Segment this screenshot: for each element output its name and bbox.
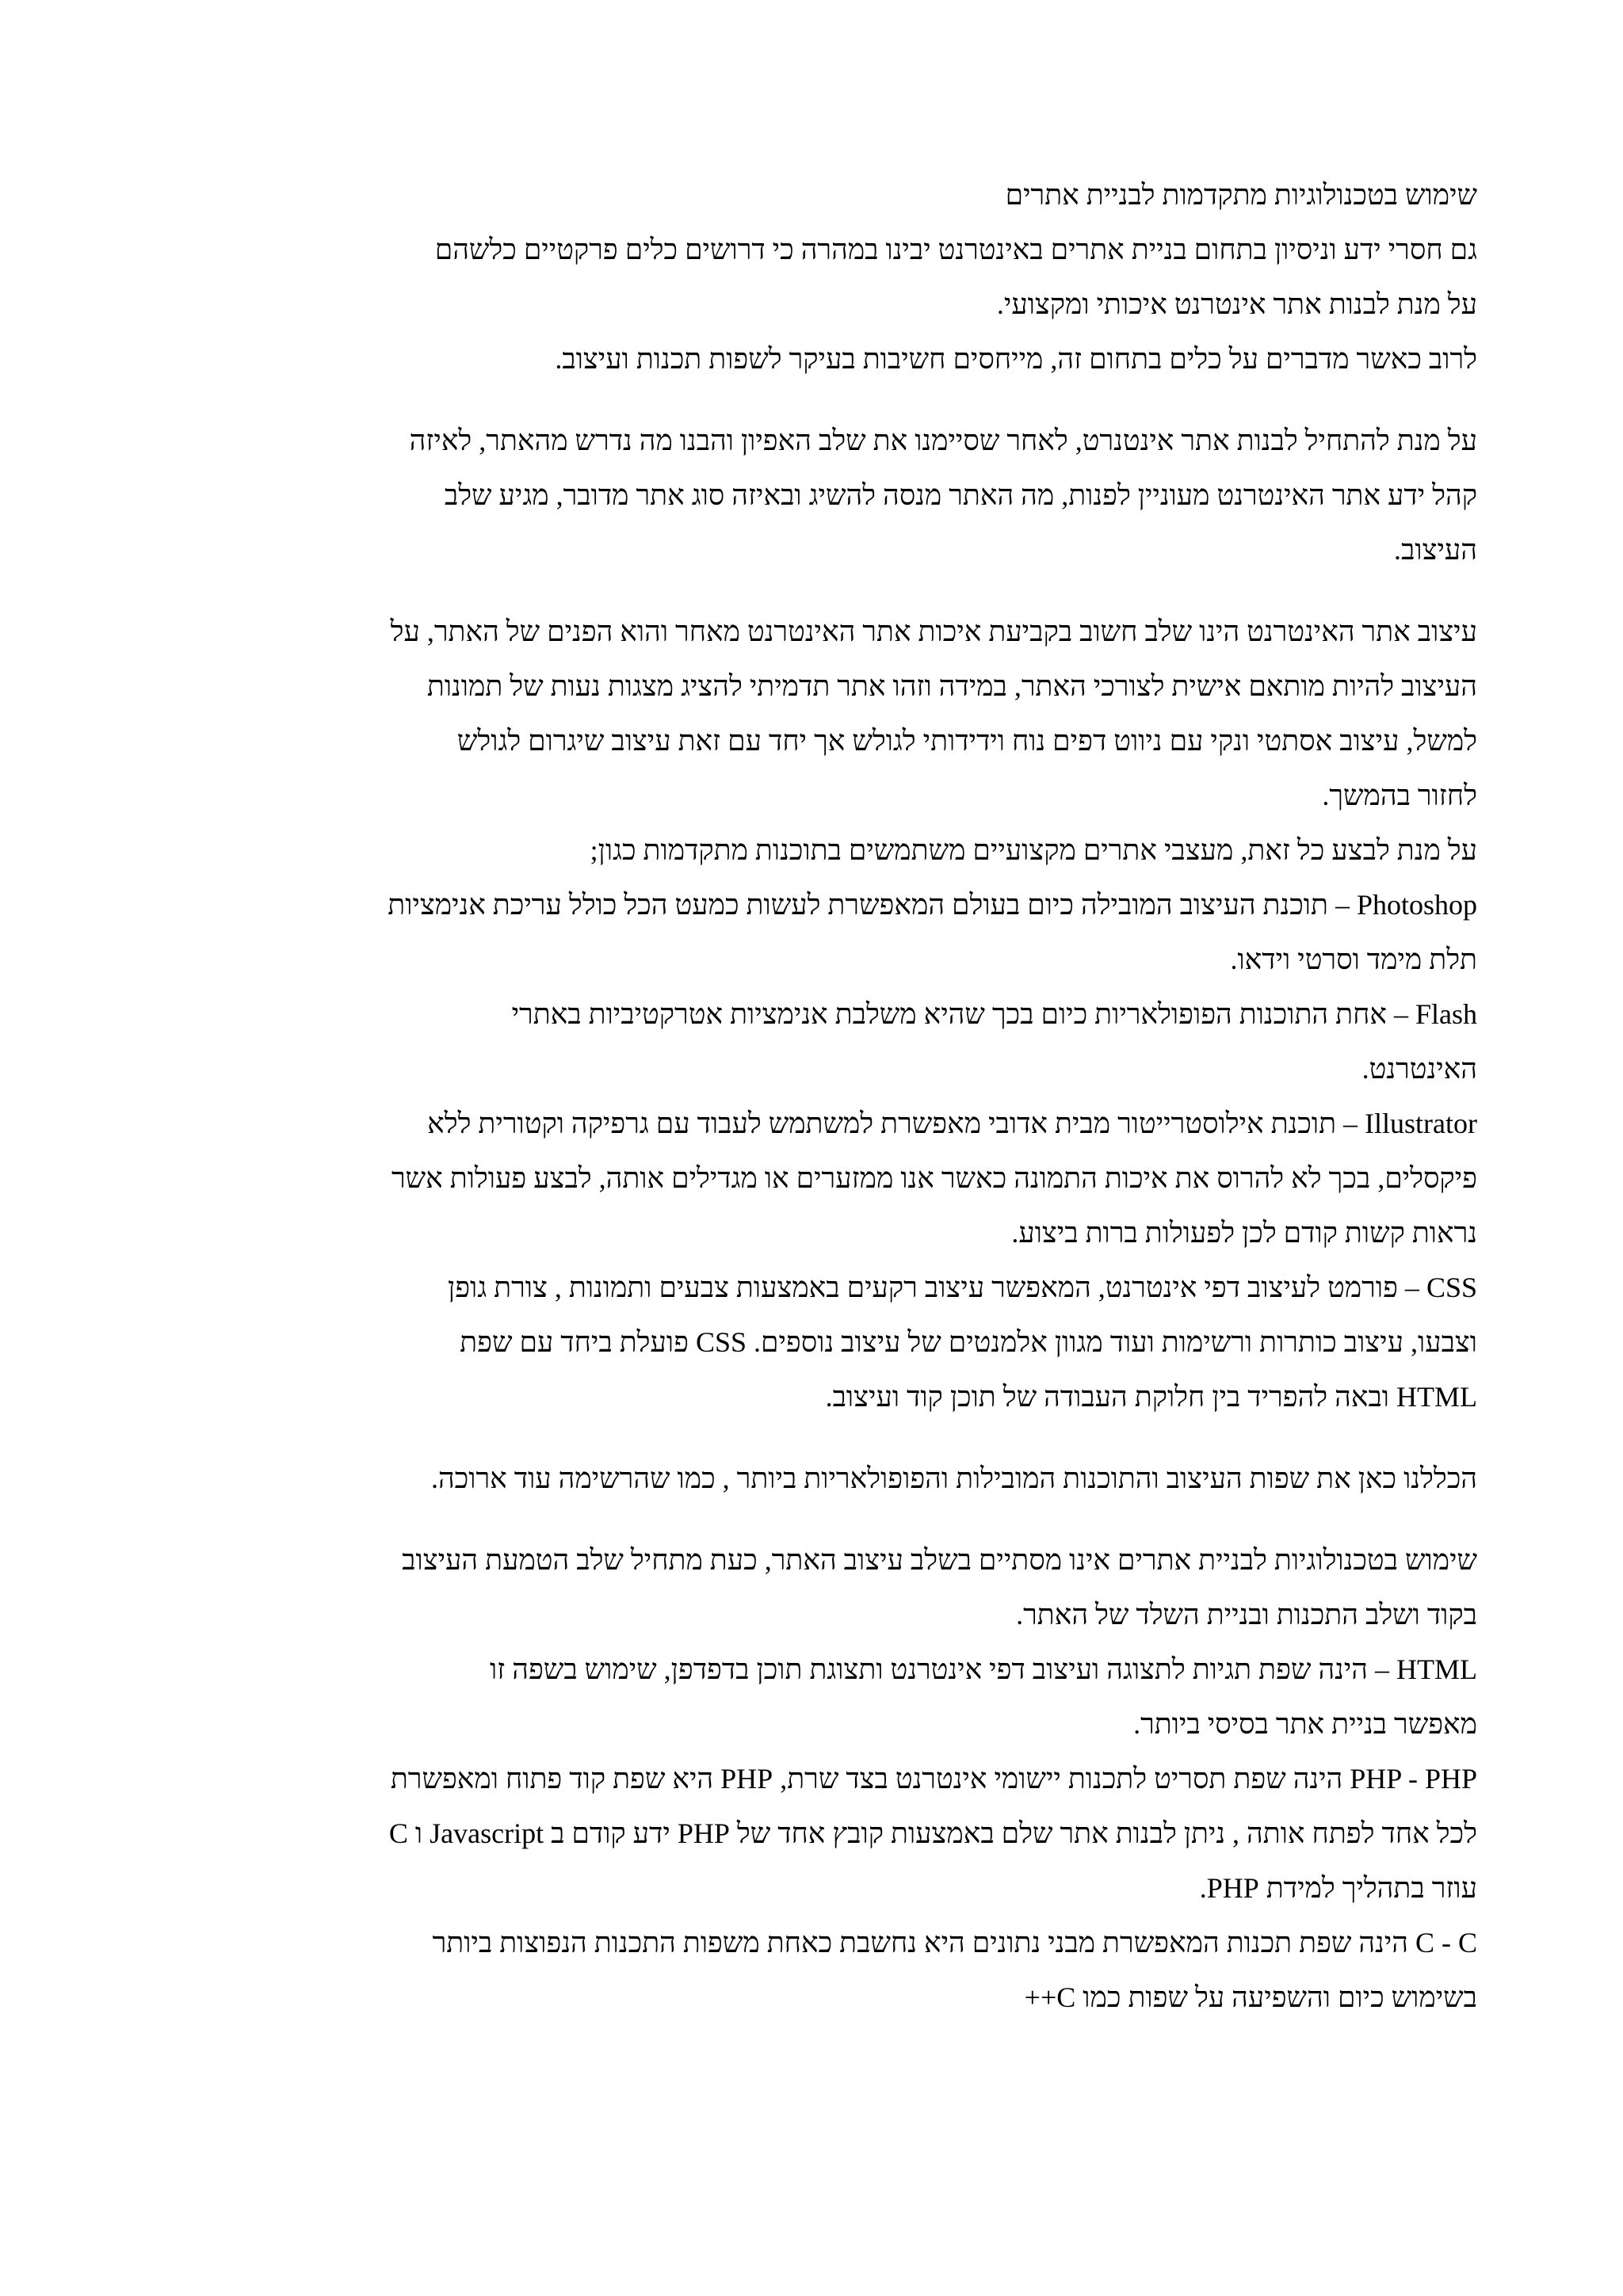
paragraph-2-line-3: העיצוב. (1394, 534, 1477, 566)
paragraph-3-line-3: למשל, עיצוב אסתטי ונקי עם ניווט דפים נוח וידידותי לגולש אך יחד עם זאת עיצוב שיגרום לגולש (456, 725, 1477, 757)
intro-line-1: גם חסרי ידע וניסיון בתחום בניית אתרים באינטרנט יבינו במהרה כי דרושים כלים פרקטיים כלשהם (434, 234, 1477, 265)
paragraph-3-line-1: עיצוב אתר האינטרנט הינו שלב חשוב בקביעת איכות אתר האינטרנט מאחר והוא הפנים של האתר, על (390, 616, 1477, 647)
php-line-1: PHP - PHP הינה שפת תסריט לתכנות יישומי אינטרנט בצד שרת, PHP היא שפת קוד פתוח ומאפשרת (390, 1763, 1477, 1794)
tools-intro-line: על מנת לבצע כל זאת, מעצבי אתרים מקצועיים משתמשים בתוכנות מתקדמות כגון; (590, 834, 1477, 866)
paragraph-gap (155, 578, 1477, 605)
document-page (155, 168, 1477, 2025)
illustrator-line-2: פיקסלים, בכך לא להרוס את איכות התמונה כאשר אנו ממזערים או מגדילים אותה, לבצע פעולות אשר (391, 1162, 1477, 1194)
paragraph-3-line-2: העיצוב להיות מותאם אישית לצורכי האתר, במידה וזהו אתר תדמיתי להציג מצגות נעות של תמונות (426, 670, 1477, 702)
intro-line-2: על מנת לבנות אתר אינטרנט איכותי ומקצועי. (996, 288, 1477, 320)
flash-line-2: האינטרנט. (1361, 1053, 1477, 1085)
php-line-3: עוזר בתהליך למידת PHP. (1199, 1872, 1477, 1904)
c-line-1: C - C הינה שפת תכנות המאפשרת מבני נתונים היא נחשבת כאחת משפות התכנות הנפוצות ביותר (432, 1927, 1477, 1958)
css-line-1: CSS – פורמט לעיצוב דפי אינטרנט, המאפשר עיצוב רקעים באמצעות צבעים ותמונות , צורת גופן (448, 1272, 1477, 1303)
html-line-1: HTML – הינה שפת תגיות לתצוגה ועיצוב דפי אינטרנט ותצוגת תוכן בדפדפן, שימוש בשפה זו (490, 1653, 1477, 1685)
flash-line-1: Flash – אחת התוכנות הפופולאריות כיום בכך שהיא משלבת אנימציות אטרקטיביות באתרי (511, 998, 1477, 1030)
photoshop-line-1: Photoshop – תוכנת העיצוב המובילה כיום בעולם המאפשרת לעשות כמעט הכל כולל עריכת אנימציות (388, 889, 1477, 921)
document-heading: שימוש בטכנולוגיות מתקדמות לבניית אתרים (1005, 179, 1477, 211)
summary-line: הכללנו כאן את שפות העיצוב והתוכנות המובילות והפופולאריות ביותר , כמו שהרשימה עוד ארוכה. (430, 1463, 1477, 1494)
paragraph-5-line-1: שימוש בטכנולוגיות לבניית אתרים אינו מסתיים בשלב עיצוב האתר, כעת מתחיל שלב הטמעת העיצוב (402, 1544, 1477, 1576)
photoshop-line-2: תלת מימד וסרטי וידאו. (1230, 944, 1477, 975)
paragraph-2-line-2: קהל ידע אתר האינטרנט מעוניין לפנות, מה האתר מנסה להשיג ובאיזה סוג אתר מדובר, מגיע שלב (444, 479, 1477, 511)
paragraph-gap (155, 1425, 1477, 1451)
paragraph-3-line-4: לחזור בהמשך. (1322, 780, 1477, 811)
css-line-2: וצבעו, עיצוב כותרות ורשימות ועוד מגוון אלמנטים של עיצוב נוספים. CSS פועלת ביחד עם שפת (460, 1326, 1477, 1358)
paragraph-5-line-2: בקוד ושלב התכנות ובניית השלד של האתר. (1016, 1599, 1477, 1630)
intro-line-3: לרוב כאשר מדברים על כלים בתחום זה, מייחסים חשיבות בעיקר לשפות תכנות ועיצוב. (555, 343, 1477, 375)
php-line-2: לכל אחד לפתח אותה , ניתן לבנות אתר שלם באמצעות קובץ אחד של PHP ידע קודם ב Javascript ו C (388, 1817, 1477, 1849)
paragraph-gap (155, 387, 1477, 414)
paragraph-2-line-1: על מנת להתחיל לבנות אתר אינטנרט, לאחר שסיימנו את שלב האפיון והבנו מה נדרש מהאתר, לאיזה (409, 425, 1477, 456)
css-line-3: HTML ובאה להפריד בין חלוקת העבודה של תוכן קוד ועיצוב. (825, 1381, 1477, 1413)
paragraph-gap (155, 1506, 1477, 1533)
html-line-2: מאפשר בניית אתר בסיסי ביותר. (1133, 1708, 1477, 1740)
illustrator-line-3: נראות קשות קודם לכן לפעולות ברות ביצוע. (1011, 1217, 1477, 1249)
c-line-2: בשימוש כיום והשפיעה על שפות כמו C++ (1024, 1981, 1477, 2013)
illustrator-line-1: Illustrator – תוכנת אילוסטרייטור מבית אדובי מאפשרת למשתמש לעבוד עם גרפיקה וקטורית ללא (427, 1108, 1477, 1139)
